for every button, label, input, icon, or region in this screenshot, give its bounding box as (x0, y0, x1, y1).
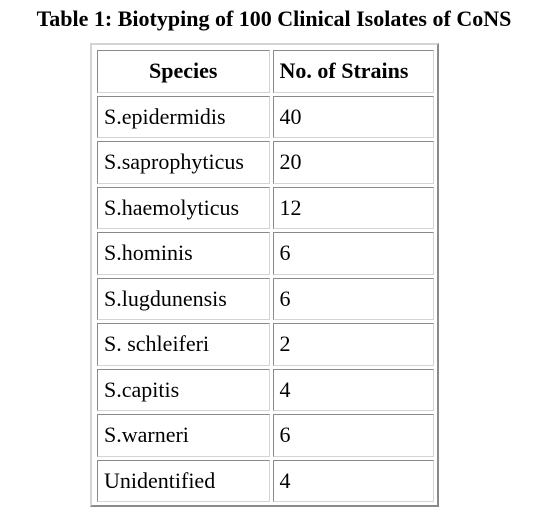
species-cell: S.capitis (97, 369, 270, 412)
strains-header: No. of Strains (273, 50, 435, 93)
table-row (97, 369, 434, 412)
table-caption: Table 1: Biotyping of 100 Clinical Isolates of CoNS (36, 6, 512, 31)
species-header: Species (97, 50, 270, 93)
species-cell: Unidentified (97, 460, 270, 503)
table-row (97, 232, 434, 275)
strains-cell: 40 (273, 96, 435, 139)
strains-cell: 2 (273, 323, 435, 366)
strains-cell: 20 (273, 141, 435, 184)
table-row (97, 187, 434, 230)
table-row (97, 141, 434, 184)
species-cell: S.haemolyticus (97, 187, 270, 230)
species-cell: S.saprophyticus (97, 141, 270, 184)
table-row (97, 460, 434, 503)
strains-cell: 4 (273, 460, 435, 503)
strains-cell: 12 (273, 187, 435, 230)
species-table (94, 47, 437, 505)
strains-cell: 6 (273, 278, 435, 321)
table-row (97, 278, 434, 321)
table-row (97, 414, 434, 457)
species-cell: S.epidermidis (97, 96, 270, 139)
strains-cell: 6 (273, 414, 435, 457)
species-cell: S. schleiferi (97, 323, 270, 366)
species-cell: S.hominis (97, 232, 270, 275)
table-frame (90, 43, 439, 507)
species-cell: S.lugdunensis (97, 278, 270, 321)
species-cell: S.warneri (97, 414, 270, 457)
strains-cell: 6 (273, 232, 435, 275)
header-row (97, 50, 434, 93)
table-row (97, 323, 434, 366)
table-row (97, 96, 434, 139)
strains-cell: 4 (273, 369, 435, 412)
